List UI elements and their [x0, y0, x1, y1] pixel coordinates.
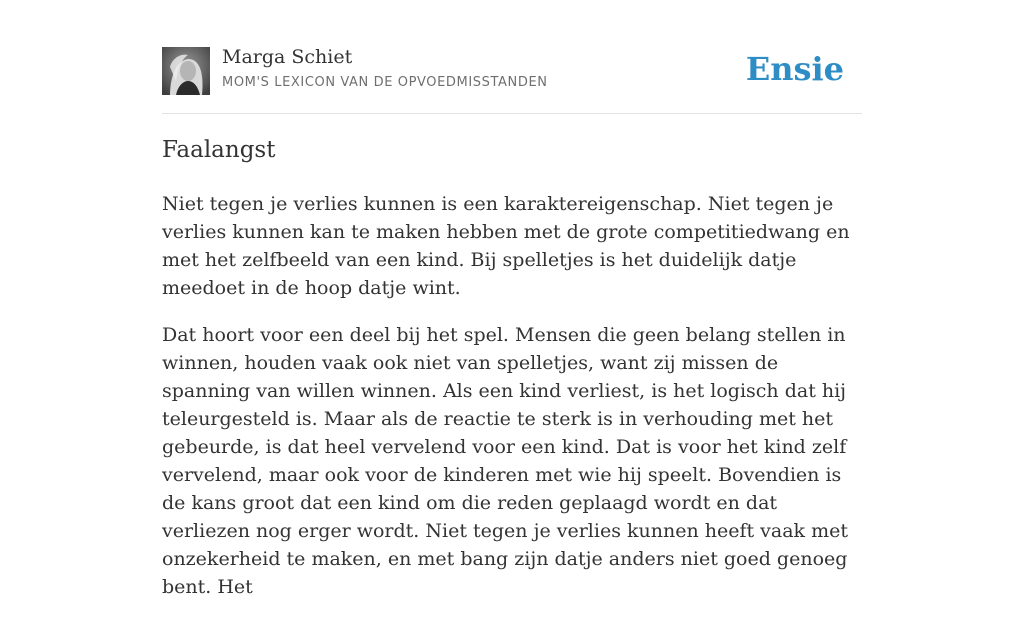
paragraph: Niet tegen je verlies kunnen is een karaktereigenschap. Niet tegen je verlies kunnen kan te maken hebben met de grote competitiedwang en met het zelfbeeld van een kind. Bij spelletjes is het duidelijk datje meedoet in de hoop datje wint. [162, 193, 850, 299]
avatar[interactable] [162, 47, 210, 95]
article-body [162, 190, 866, 620]
article-title: Faalangst [162, 137, 276, 163]
paragraph: Dat hoort voor een deel bij het spel. Mensen die geen belang stellen in winnen, houden vaak ook niet van spelletjes, want zij missen de spanning van willen winnen. Als een kind verliest, is het logisch dat hij teleurgesteld is. Maar als de reactie te sterk is in verhouding met het gebeurde, is dat heel vervelend voor een kind. Dat is voor het kind zelf vervelend, maar ook voor de kinderen met wie hij speelt. Bovendien is de kans groot dat een kind om die reden geplaagd wordt en dat verliezen nog erger wordt. Niet tegen je verlies kunnen heeft vaak met onzekerheid te maken, en met bang zijn datje anders niet goed genoeg bent. Het [162, 324, 849, 598]
author-name[interactable]: Marga Schiet [222, 46, 353, 68]
avatar-photo-icon [162, 47, 210, 95]
article-header [162, 46, 862, 96]
header-divider [162, 113, 862, 114]
ensie-logo[interactable]: Ensie [745, 50, 844, 88]
collection-name[interactable]: MOM'S LEXICON VAN DE OPVOEDMISSTANDEN [222, 75, 548, 90]
